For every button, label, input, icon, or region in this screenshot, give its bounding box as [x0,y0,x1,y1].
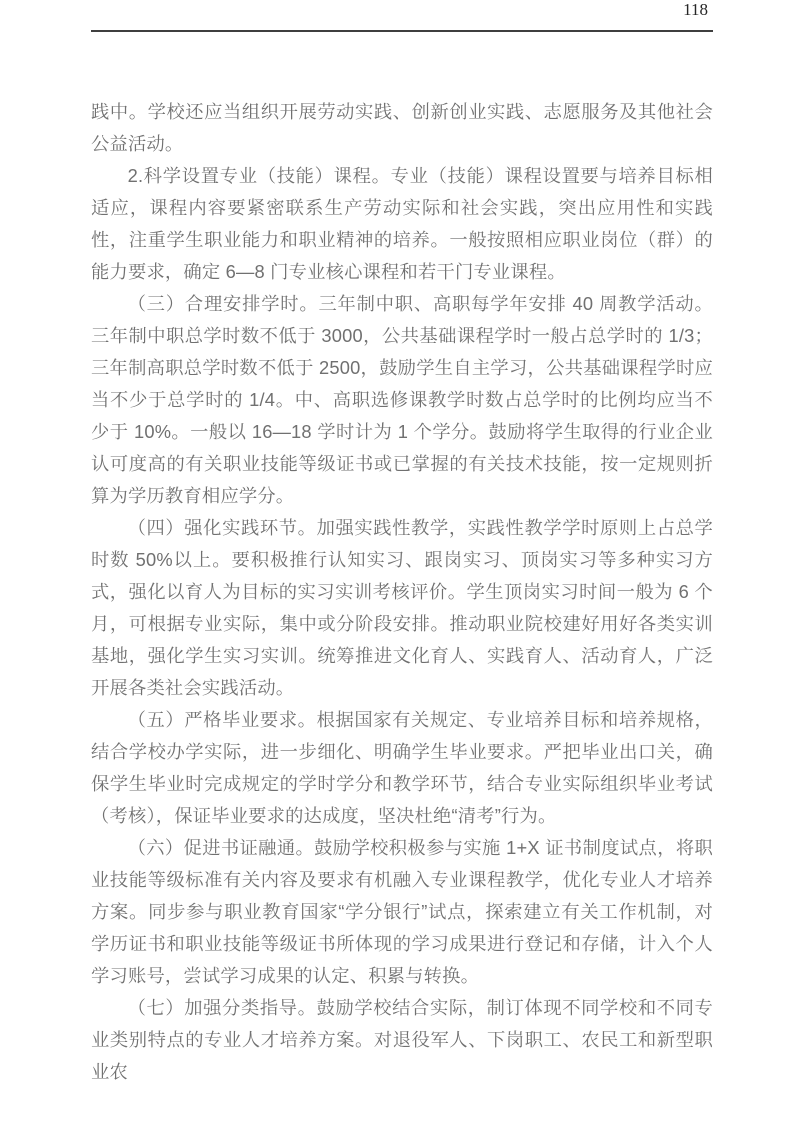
paragraph-section-6: （六）促进书证融通。鼓励学校积极参与实施 1+X 证书制度试点，将职业技能等级标准有关内容及要求有机融入专业课程教学，优化专业人才培养方案。同步参与职业教育国家“学分银行”试点，探索建立有关工作机制，对学历证书和职业技能等级证书所体现的学习成果进行登记和存储，计入个人学习账号，尝试学习成果的认定、积累与转换。 [91,837,713,986]
paragraph-section-7: （七）加强分类指导。鼓励学校结合实际，制订体现不同学校和不同专业类别特点的专业人才培养方案。对退役军人、下岗职工、农民工和新型职业农 [91,997,713,1082]
paragraph-section-4: （四）强化实践环节。加强实践性教学，实践性教学学时原则上占总学时数 50%以上。要积极推行认知实习、跟岗实习、顶岗实习等多种实习方式，强化以育人为目标的实习实训考核评价。学生顶岗实习时间一般为 6 个月，可根据专业实际，集中或分阶段安排。推动职业院校建好用好各类实训基地，强化学生实习实训。统筹推进文化育人、实践育人、活动育人，广泛开展各类社会实践活动。 [91,517,713,698]
page-number: 118 [683,0,708,19]
document-body [91,96,713,1088]
paragraph-item-2: 2.科学设置专业（技能）课程。专业（技能）课程设置要与培养目标相适应，课程内容要紧密联系生产劳动实际和社会实践，突出应用性和实践性，注重学生职业能力和职业精神的培养。一般按照相应职业岗位（群）的能力要求，确定 6—8 门专业核心课程和若干门专业课程。 [91,165,713,282]
paragraph-continuation: 践中。学校还应当组织开展劳动实践、创新创业实践、志愿服务及其他社会公益活动。 [91,101,713,154]
paragraph-section-5: （五）严格毕业要求。根据国家有关规定、专业培养目标和培养规格，结合学校办学实际，进一步细化、明确学生毕业要求。严把毕业出口关，确保学生毕业时完成规定的学时学分和教学环节，结合专业实际组织毕业考试（考核），保证毕业要求的达成度，坚决杜绝“清考”行为。 [91,709,713,826]
header-rule [91,30,713,32]
paragraph-section-3: （三）合理安排学时。三年制中职、高职每学年安排 40 周教学活动。三年制中职总学时数不低于 3000，公共基础课程学时一般占总学时的 1/3；三年制高职总学时数不低于 2500，鼓励学生自主学习，公共基础课程学时应当不少于总学时的 1/4。中、高职选修课教学时数占总学时的比例均应当不少于 10%。一般以 16—18 学时计为 1 个学分。鼓励将学生取得的行业企业认可度高的有关职业技能等级证书或已掌握的有关技术技能，按一定规则折算为学历教育相应学分。 [91,293,713,506]
